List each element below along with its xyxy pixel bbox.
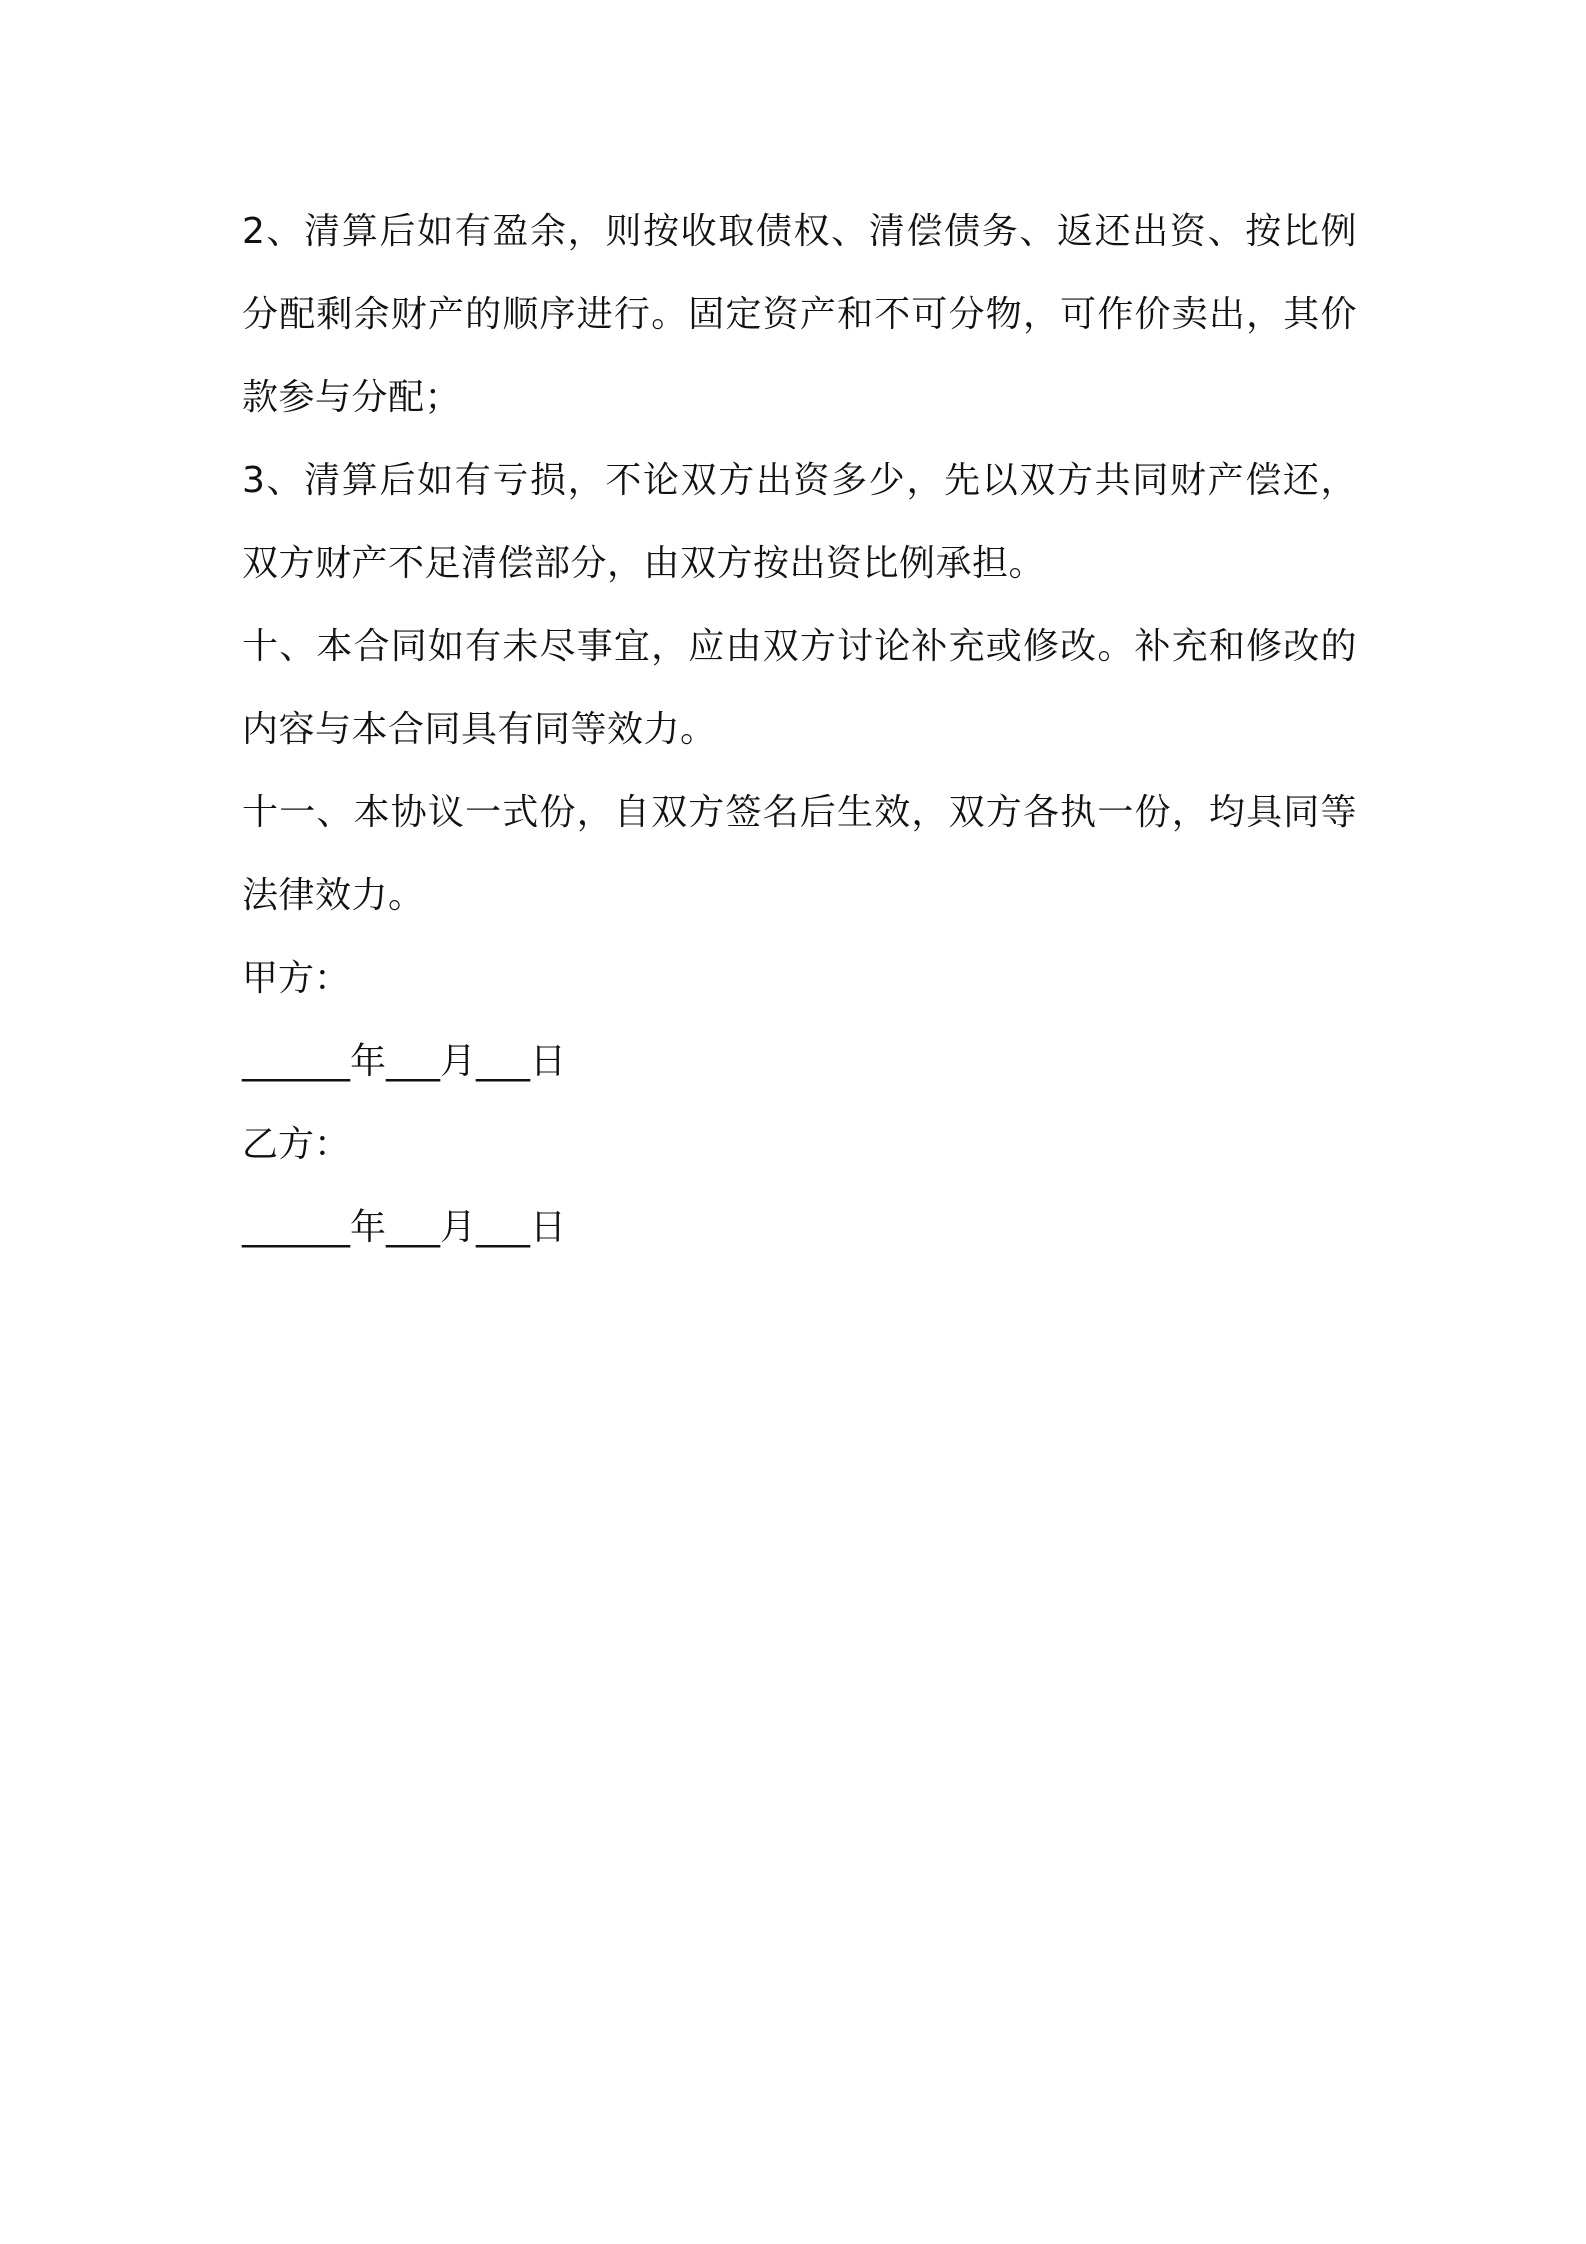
party-b-label: 乙方： xyxy=(242,1124,351,1165)
clause-3-loss: 3、清算后如有亏损，不论双方出资多少，先以双方共同财产偿还，双方财产不足清偿部分，由双方按出资比例承担。 xyxy=(242,460,1357,584)
party-a-label: 甲方： xyxy=(242,958,351,999)
party-a-date: ______年___月___日 xyxy=(242,1041,567,1082)
document-body xyxy=(242,190,1357,1269)
party-b-date: ______年___月___日 xyxy=(242,1207,567,1248)
clause-10-supplement: 十、本合同如有未尽事宜，应由双方讨论补充或修改。补充和修改的内容与本合同具有同等效力。 xyxy=(242,626,1357,750)
clause-11-effect: 十一、本协议一式份，自双方签名后生效，双方各执一份，均具同等法律效力。 xyxy=(242,792,1357,916)
clause-2-surplus: 2、清算后如有盈余，则按收取债权、清偿债务、返还出资、按比例分配剩余财产的顺序进行。固定资产和不可分物，可作价卖出，其价款参与分配； xyxy=(242,211,1357,418)
